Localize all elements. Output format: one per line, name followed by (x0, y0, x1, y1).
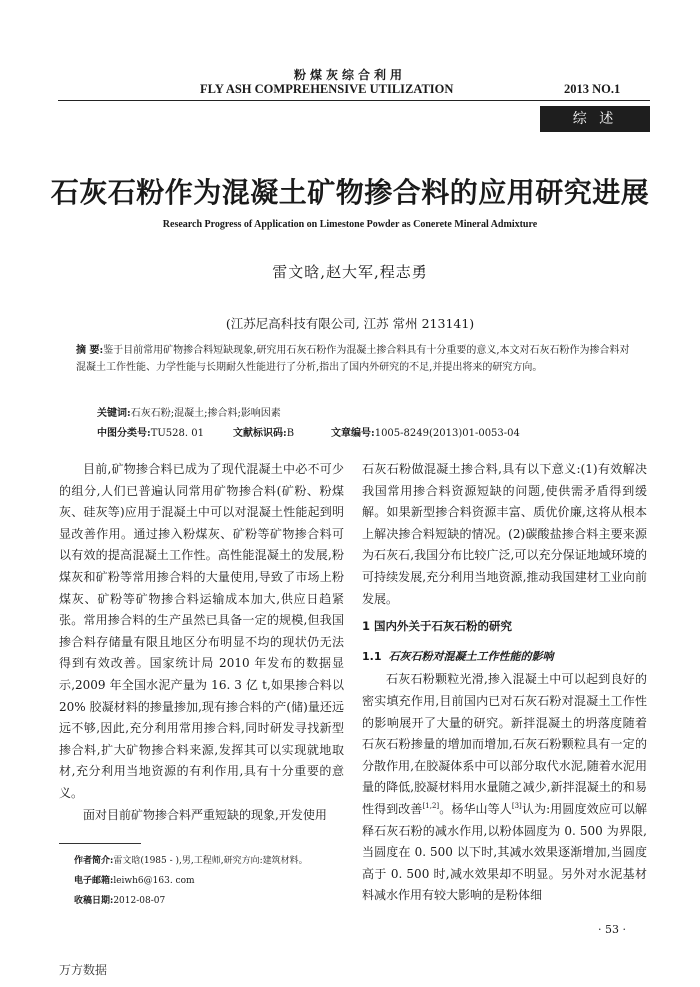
doc-code-block (233, 424, 331, 439)
section-tag: 综 述 (540, 106, 650, 132)
footnote-date (74, 891, 308, 911)
body-paragraph: 目前,矿物掺合料已成为了现代混凝土中必不可少的组分,人们已普遍认同常用矿物掺合料(矿粉、粉煤灰、硅灰等)应用于混凝土中可以对混凝土性能起到明显改善作用。通过掺入粉煤灰、矿粉等矿物掺合料可以有效的提高混凝土工作性。高性能混凝土的发展,粉煤灰和矿粉等常用掺合料的大量使用,导致了市场上粉煤灰、矿粉等矿物掺合料运输成本加大,供应日趋紧张。常用掺合料的生产虽然已具备一定的规模,但我国掺合料存储量有限且地区分布明显不均的现状仍无法得到有效改善。国家统计局 2010 年发布的数据显示,2009 年全国水泥产量为 16. 3 亿 t,如果掺合料以 20% 胶凝材料的掺量掺加,现有掺合料的产(储)量还远远不够,因此,充分利用常用掺合料,同时研发寻找新型掺合料,扩大矿物掺合料来源,发挥其可以实现就地取材,充分利用当地资源的有利作用,具有十分重要的意义。 (59, 462, 344, 800)
article-title-en: Research Progress of Application on Limestone Powder as Conerete Mineral Admixture (162, 219, 538, 230)
subsection-number: 1.1 (362, 649, 382, 663)
footnote-date-text: 2012-08-07 (113, 896, 166, 906)
keywords (97, 404, 281, 419)
doc-code-label: 文献标识码: (233, 428, 287, 439)
abstract-label: 摘 要: (76, 345, 104, 356)
watermark: 万方数据 (59, 963, 108, 977)
body-text: 认为:用圆度效应可以解释石灰石粉的减水作用,以粉体圆度为 0. 500 为界限,当圆度在 0. 500 以下时,其减水效果逐渐增加,当圆度高于 0. 500 时,减水效果却不明显。另外对水泥基材料减水作用有较大影响的是粉体细 (362, 801, 647, 903)
footnotes (74, 851, 308, 911)
article-no-value: 1005-8249(2013)01-0053-04 (374, 428, 520, 439)
journal-name-en: FLY ASH COMPREHENSIVE UTILIZATION (200, 82, 454, 96)
issue-number: 2013 NO.1 (564, 82, 621, 96)
citation: [3] (511, 801, 522, 810)
header-rule (58, 100, 650, 101)
body-paragraph: 石灰石粉做混凝土掺合料,具有以下意义:(1)有效解决我国常用掺合料资源短缺的问题,使供需矛盾得到缓解。如果新型掺合料资源丰富、质优价廉,这将从根本上解决掺合料短缺的情况。(2)碳酸盐掺合料主要来源为石灰石,我国分布比较广泛,可以充分保证地域环境的可持续发展,充分利用当地资源,推动我国建材工业向前发展。 (362, 462, 647, 606)
clc-block (97, 424, 233, 439)
footnote-author-text: 雷文晗(1985 - ),男,工程师,研究方向:建筑材料。 (113, 856, 308, 866)
subsection-heading (362, 646, 647, 668)
footnote-email (74, 871, 308, 891)
footnote-date-label: 收稿日期: (74, 896, 114, 906)
footnote-email-label: 电子邮箱: (74, 876, 114, 886)
keywords-label: 关键词: (97, 408, 131, 419)
body-paragraph (362, 669, 647, 907)
journal-name-cn: 粉煤灰综合利用 (293, 68, 406, 82)
citation: [1,2] (422, 801, 440, 810)
section-heading: 1 国内外关于石灰石粉的研究 (362, 619, 513, 634)
left-column (59, 459, 344, 826)
footnote-email-text: leiwh6@163. com (113, 876, 195, 886)
affiliation: (江苏尼高科技有限公司, 江苏 常州 213141) (225, 316, 475, 331)
body-paragraph: 面对目前矿物掺合料严重短缺的现象,开发使用 (83, 807, 327, 822)
clc-label: 中图分类号: (97, 428, 151, 439)
page-number: · 53 · (598, 923, 626, 936)
body-text: 石灰石粉颗粒光滑,掺入混凝土中可以起到良好的密实填充作用,目前国内已对石灰石粉对混凝土工作性的影响展开了大量的研究。新拌混凝土的坍落度随着石灰石粉掺量的增加而增加,石灰石粉颗粒具有一定的分散作用,在胶凝体系中可以部分取代水泥,随着水泥用量的降低,胶凝材料用水量随之减少,新拌混凝土的和易性得到改善 (362, 672, 647, 816)
footnote-rule (59, 843, 141, 844)
subsection-title: 石灰石粉对混凝土工作性能的影响 (388, 649, 554, 663)
right-column (362, 459, 647, 907)
clc-value: TU528. 01 (150, 428, 204, 439)
footnote-author (74, 851, 308, 871)
article-no-label: 文章编号: (331, 428, 375, 439)
body-text: 。杨华山等人 (439, 801, 512, 816)
keywords-text: 石灰石粉;混凝土;掺合料;影响因素 (130, 408, 281, 419)
footnote-author-label: 作者简介: (74, 856, 114, 866)
abstract (76, 342, 634, 376)
article-title-cn: 石灰石粉作为混凝土矿物掺合料的应用研究进展 (50, 176, 650, 209)
doc-code-value: B (286, 428, 295, 439)
article-no-block (331, 424, 520, 439)
abstract-text: 鉴于目前常用矿物掺合料短缺现象,研究用石灰石粉作为混凝土掺合料具有十分重要的意义,本文对石灰石粉作为掺合料对混凝土工作性能、力学性能与长期耐久性能进行了分析,指出了国内外研究的不足,并提出将来的研究方向。 (76, 345, 630, 373)
authors: 雷文晗,赵大军,程志勇 (272, 263, 428, 281)
classification-line (97, 424, 617, 439)
